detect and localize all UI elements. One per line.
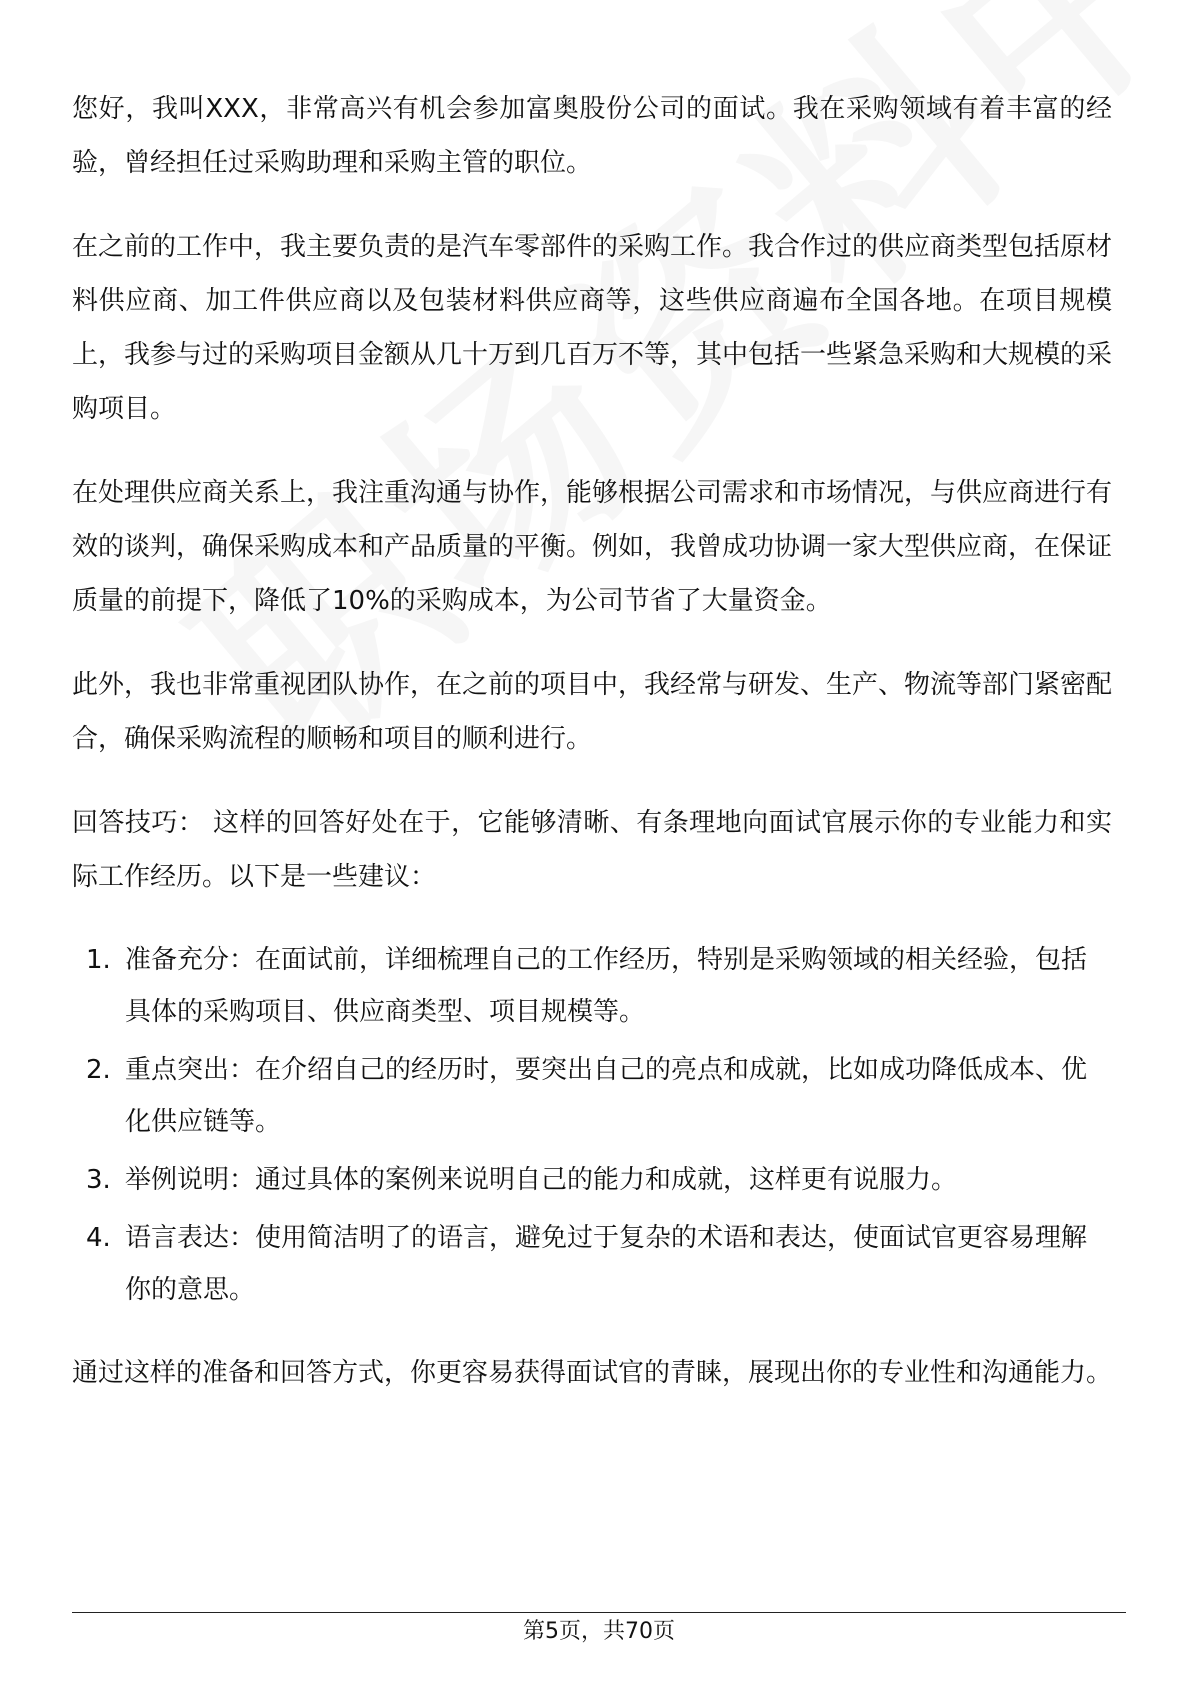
list-number: 4.	[86, 1223, 111, 1253]
list-item	[72, 1154, 1112, 1206]
page-footer	[72, 1612, 1126, 1649]
list-item	[72, 934, 1112, 1038]
list-item-text: 准备充分：在面试前，详细梳理自己的工作经历，特别是采购领域的相关经验，包括具体的采购项目、供应商类型、项目规模等。	[125, 945, 1088, 1027]
intro-paragraph: 您好，我叫XXX，非常高兴有机会参加富奥股份公司的面试。我在采购领域有着丰富的经验，曾经担任过采购助理和采购主管的职位。	[72, 94, 1112, 178]
page-number: 第5页，共70页	[523, 1619, 675, 1644]
document-body	[72, 82, 1112, 1430]
supplier-paragraph: 在处理供应商关系上，我注重沟通与协作，能够根据公司需求和市场情况，与供应商进行有效的谈判，确保采购成本和产品质量的平衡。例如，我曾成功协调一家大型供应商，在保证质量的前提下，降低了10%的采购成本，为公司节省了大量资金。	[72, 478, 1113, 616]
list-number: 3.	[86, 1165, 111, 1195]
tips-list	[72, 934, 1112, 1316]
list-item-text: 举例说明：通过具体的案例来说明自己的能力和成就，这样更有说服力。	[125, 1165, 958, 1195]
closing-paragraph: 通过这样的准备和回答方式，你更容易获得面试官的青睐，展现出你的专业性和沟通能力。	[72, 1358, 1113, 1388]
list-number: 1.	[86, 945, 111, 975]
list-item-text: 语言表达：使用简洁明了的语言，避免过于复杂的术语和表达，使面试官更容易理解你的意思。	[125, 1223, 1088, 1305]
list-item	[72, 1212, 1112, 1316]
tips-intro-paragraph: 回答技巧： 这样的回答好处在于，它能够清晰、有条理地向面试官展示你的专业能力和实际工作经历。以下是一些建议：	[72, 808, 1112, 892]
list-number: 2.	[86, 1055, 111, 1085]
teamwork-paragraph: 此外，我也非常重视团队协作，在之前的项目中，我经常与研发、生产、物流等部门紧密配合，确保采购流程的顺畅和项目的顺利进行。	[72, 670, 1113, 754]
list-item	[72, 1044, 1112, 1148]
list-item-text: 重点突出：在介绍自己的经历时，要突出自己的亮点和成就，比如成功降低成本、优化供应链等。	[125, 1055, 1088, 1137]
experience-paragraph: 在之前的工作中，我主要负责的是汽车零部件的采购工作。我合作过的供应商类型包括原材料供应商、加工件供应商以及包装材料供应商等，这些供应商遍布全国各地。在项目规模上，我参与过的采购项目金额从几十万到几百万不等，其中包括一些紧急采购和大规模的采购项目。	[72, 232, 1113, 424]
